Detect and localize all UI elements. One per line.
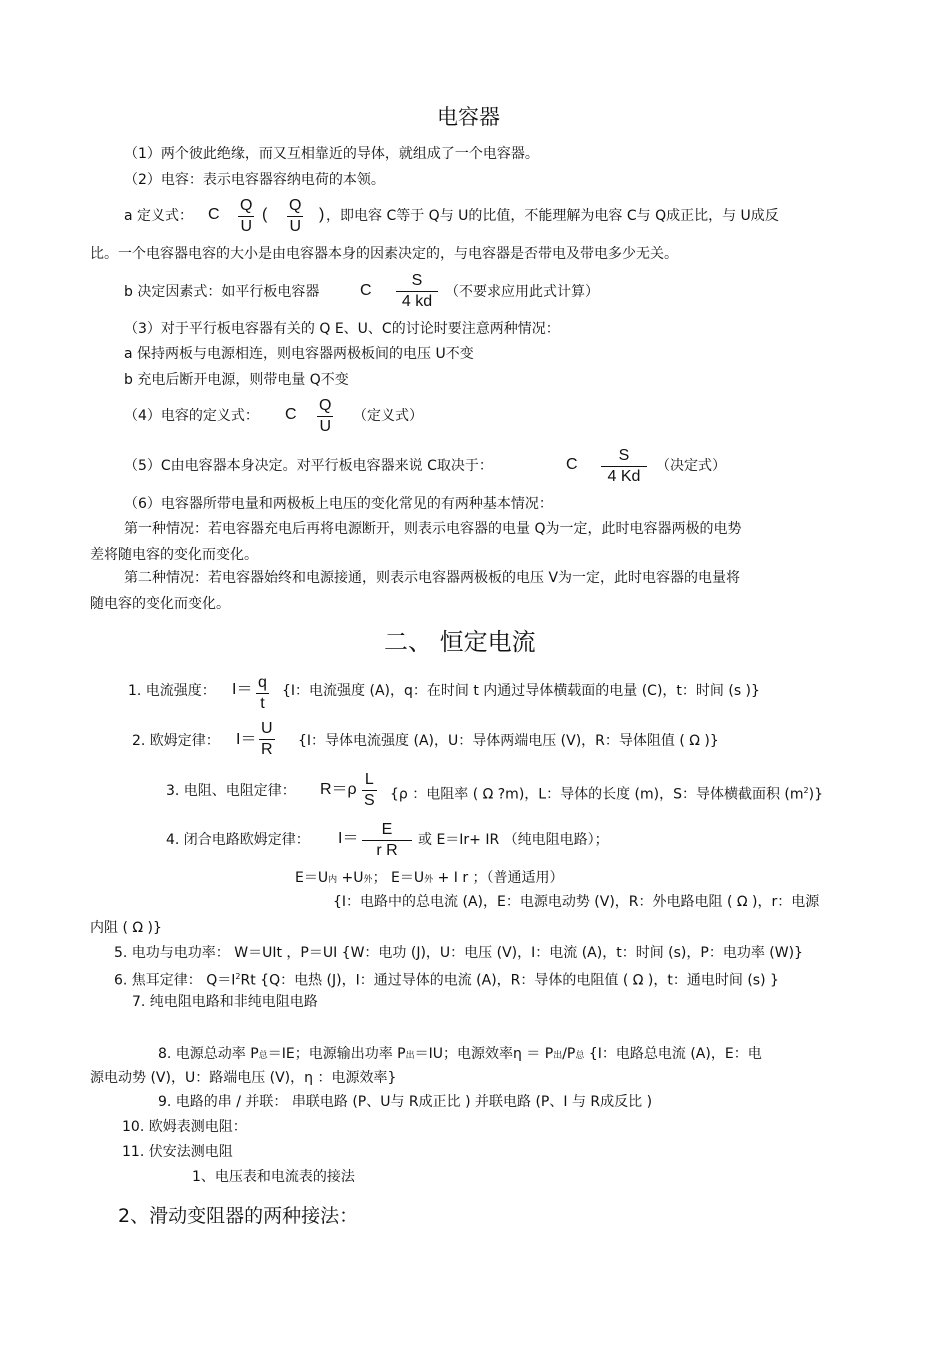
page-title: 电容器	[437, 105, 500, 129]
fraction-S-over-4kd	[396, 271, 438, 312]
paren-open: (	[262, 206, 268, 223]
item-11: 11. 伏安法测电阻	[122, 1144, 233, 1160]
denominator: R	[261, 741, 273, 758]
denominator: U	[317, 416, 333, 437]
item-4-eq-b: +U	[337, 870, 364, 886]
cap-point-1: （1）两个彼此绝缘，而又互相靠近的导体，就组成了一个电容器。	[124, 146, 539, 162]
item-4-I: I＝	[338, 830, 359, 847]
item-8	[158, 1045, 762, 1065]
item-8-e: {I：电路总电流 (A)，E：电	[584, 1046, 762, 1062]
item-3-R: R＝ρ	[320, 781, 357, 798]
item-5: 5. 电功与电功率： W＝UIt ，P＝UI {W：电功 (J)，U：电压 (V)，I：电流 (A)，t：时间 (s)，P：电功率 (W)}	[114, 945, 803, 961]
item-6-b: Rt {Q：电热 (J)，I：通过导体的电流 (A)，R：导体的电阻值 ( Ω )，t：通电时间 (s) }	[240, 972, 779, 989]
decision-formula-note: （不要求应用此式计算）	[445, 284, 599, 300]
item-4-line-2	[295, 869, 564, 889]
cap-point-4-label: （4）电容的定义式：	[124, 408, 259, 424]
paren-close: )	[319, 206, 325, 223]
sub-item-1: 1、电压表和电流表的接法	[192, 1169, 355, 1185]
item-4-line-4: 内阻 ( Ω )}	[90, 920, 162, 936]
cap-point-2: （2）电容：表示电容器容纳电荷的本领。	[124, 172, 385, 188]
subscript-outer-2: 外	[424, 875, 434, 885]
item-8-d: /P	[562, 1046, 576, 1062]
decision-formula-C: C	[360, 282, 372, 299]
denominator: U	[238, 216, 254, 237]
denominator: 4 kd	[396, 291, 438, 312]
item-2-I: I＝	[236, 731, 257, 748]
item-4-label: 4. 闭合电路欧姆定律：	[166, 832, 310, 848]
item-4-line-3: {I：电路中的总电流 (A)，E：电源电动势 (V)，R：外电路电阻 ( Ω )，r：电源	[333, 894, 820, 910]
cap-point-3b: b 充电后断开电源，则带电量 Q不变	[124, 372, 349, 388]
item-4-eq-c: ； E＝U	[372, 870, 425, 886]
item-1-label: 1. 电流强度：	[128, 683, 216, 699]
case-2-continued: 随电容的变化而变化。	[90, 596, 230, 612]
item-10: 10. 欧姆表测电阻：	[122, 1119, 247, 1135]
subscript-total: 总	[258, 1051, 268, 1061]
cap-point-5-note: （决定式）	[656, 458, 726, 474]
item-6-a: 6. 焦耳定律： Q＝I	[114, 972, 236, 989]
item-3-text	[390, 782, 823, 804]
item-3-end: )}	[808, 786, 824, 803]
item-2-text: {I：导体电流强度 (A)，U：导体两端电压 (V)，R：导体阻值 ( Ω )}	[298, 733, 719, 749]
item-8-c: ＝IU；电源效率η ＝ P	[414, 1046, 554, 1062]
denominator: r R	[362, 840, 412, 861]
def-formula-text: ，即电容 C等于 Q与 U的比值，不能理解为电容 C与 Q成正比，与 U成反	[326, 208, 779, 224]
item-6	[114, 968, 779, 990]
def-formula-continued: 比。一个电容器电容的大小是由电容器本身的因素决定的，与电容器是否带电及带电多少无关。	[90, 246, 678, 262]
item-3-label: 3. 电阻、电阻定律：	[166, 783, 296, 799]
denominator: S	[364, 792, 375, 809]
numerator: q	[258, 674, 267, 691]
cap-point-3a: a 保持两板与电源相连，则电容器两极板间的电压 U不变	[124, 346, 474, 362]
subscript-inner: 内	[328, 875, 338, 885]
case-1-continued: 差将随电容的变化而变化。	[90, 547, 258, 563]
numerator: S	[411, 272, 423, 289]
fraction-L-over-S	[362, 770, 377, 811]
item-8-b: ＝IE；电源输出功率 P	[267, 1046, 406, 1062]
cap-point-4-C: C	[285, 406, 297, 423]
sub-item-2-heading: 2、滑动变阻器的两种接法：	[118, 1205, 359, 1227]
fraction-q-over-t	[256, 673, 269, 714]
denominator: t	[256, 693, 269, 714]
numerator: E	[381, 821, 393, 838]
item-7: 7. 纯电阻电路和非纯电阻电路	[132, 994, 318, 1010]
numerator: Q	[289, 197, 302, 214]
item-3-superscript: 2	[803, 786, 809, 795]
fraction-Q-over-U-2	[287, 196, 303, 237]
fraction-Q-over-U-3	[317, 396, 333, 437]
item-1-I: I＝	[232, 681, 253, 698]
section-2-title: 二、 恒定电流	[384, 628, 536, 656]
numerator: L	[364, 771, 374, 788]
cap-point-5-label: （5）C由电容器本身决定。对平行板电容器来说 C取决于：	[124, 458, 493, 474]
item-8-continued: 源电动势 (V)，U：路端电压 (V)，η ：电源效率}	[90, 1070, 397, 1086]
numerator: Q	[240, 197, 253, 214]
denominator: U	[287, 216, 303, 237]
def-formula-C: C	[208, 206, 220, 223]
item-9: 9. 电路的串 / 并联： 串联电路 (P、U与 R成正比 ) 并联电路 (P、I 与 R成反比 )	[158, 1094, 653, 1110]
fraction-S-over-4Kd	[601, 446, 647, 487]
item-4-text: 或 E＝Ir+ IR （纯电阻电路）；	[418, 832, 609, 848]
decision-formula-label: b 决定因素式：如平行板电容器	[124, 284, 320, 300]
cap-point-3: （3）对于平行板电容器有关的 Q E、U、C的讨论时要注意两种情况：	[124, 321, 560, 337]
item-4-eq-a: E＝U	[295, 870, 329, 886]
item-3-body: {ρ ：电阻率 ( Ω ?m)，L：导体的长度 (m)，S：导体横截面积 (m	[390, 786, 804, 803]
numerator: U	[261, 720, 273, 737]
fraction-Q-over-U-1	[238, 196, 254, 237]
cap-point-6: （6）电容器所带电量和两极板上电压的变化常见的有两种基本情况：	[124, 496, 553, 512]
item-1-text: {I：电流强度 (A)，q：在时间 t 内通过导体横载面的电量 (C)，t：时间 (s )}	[282, 683, 760, 699]
numerator: Q	[319, 397, 332, 414]
fraction-U-over-R	[259, 719, 275, 760]
cap-point-5-C: C	[566, 456, 578, 473]
subscript-outer: 外	[363, 875, 373, 885]
item-2-label: 2. 欧姆定律：	[132, 733, 220, 749]
item-8-a: 8. 电源总动率 P	[158, 1046, 259, 1062]
subscript-output: 出	[405, 1051, 415, 1061]
cap-point-4-note: （定义式）	[353, 408, 423, 424]
numerator: S	[618, 447, 630, 464]
subscript-output-2: 出	[553, 1051, 563, 1061]
def-formula-label: a 定义式：	[124, 208, 194, 224]
fraction-E-over-r-R	[362, 820, 412, 861]
item-4-eq-d: + I r ；（普通适用）	[433, 870, 564, 886]
item-6-superscript: 2	[235, 972, 241, 981]
subscript-total-2: 总	[575, 1051, 585, 1061]
case-1: 第一种情况：若电容器充电后再将电源断开，则表示电容器的电量 Q为一定，此时电容器两极的电势	[124, 521, 742, 537]
denominator: 4 Kd	[601, 466, 647, 487]
case-2: 第二种情况：若电容器始终和电源接通，则表示电容器两极板的电压 V为一定，此时电容器的电量将	[124, 570, 741, 586]
